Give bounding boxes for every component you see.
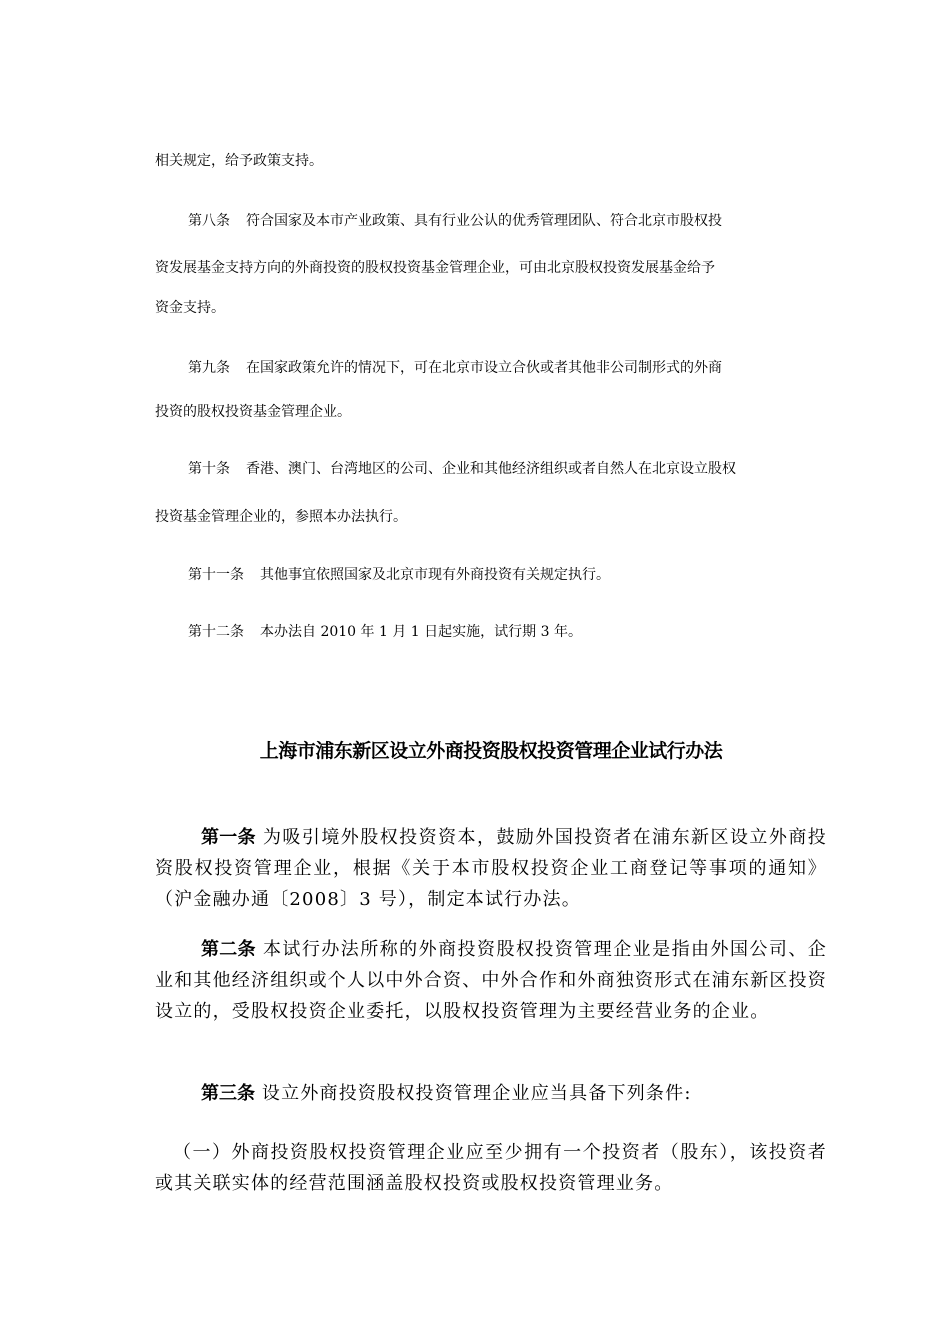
article-9-line1 xyxy=(155,345,827,392)
article-10-line1 xyxy=(155,446,827,493)
article-label: 第九条 xyxy=(188,360,230,376)
article-9-line2: 投资的股权投资基金管理企业。 xyxy=(155,404,351,420)
article-text: 为吸引境外股权投资资本，鼓励外国投资者在浦东新区设立外商投资股权投资管理企业，根据《关于本市股权投资企业工商登记等事项的通知》（沪金融办通〔2008〕3 号），制定本试行办法。 xyxy=(155,827,828,910)
section-item-1: （一）外商投资股权投资管理企业应至少拥有一个投资者（股东），该投资者或其关联实体的经营范围涵盖股权投资或股权投资管理业务。 xyxy=(155,1142,827,1194)
article-11 xyxy=(155,552,827,599)
article-8-line2: 资发展基金支持方向的外商投资的股权投资基金管理企业，可由北京股权投资发展基金给予 xyxy=(155,260,715,276)
article-label: 第八条 xyxy=(188,213,230,229)
paragraph-text: 相关规定，给予政策支持。 xyxy=(155,153,323,169)
article-label: 第三条 xyxy=(201,1083,255,1104)
article-text: 本试行办法所称的外商投资股权投资管理企业是指由外国公司、企业和其他经济组织或个人以中外合资、中外合作和外商独资形式在浦东新区投资设立的，受股权投资企业委托，以股权投资管理为主要经营业务的企业。 xyxy=(155,939,828,1022)
article-label: 第一条 xyxy=(201,827,256,848)
article-label: 第十二条 xyxy=(188,624,244,640)
article-text: 香港、澳门、台湾地区的公司、企业和其他经济组织或者自然人在北京设立股权 xyxy=(246,461,736,477)
article-text: 本办法自 2010 年 1 月 1 日起实施，试行期 3 年。 xyxy=(260,624,582,640)
article-8-line1 xyxy=(155,198,827,245)
article-label: 第十一条 xyxy=(188,567,244,583)
article-text: 在国家政策允许的情况下，可在北京市设立合伙或者其他非公司制形式的外商 xyxy=(246,360,722,376)
section-article-3 xyxy=(155,1078,827,1109)
article-8-line3: 资金支持。 xyxy=(155,300,225,316)
article-text: 设立外商投资股权投资管理企业应当具备下列条件: xyxy=(261,1083,692,1104)
article-label: 第二条 xyxy=(201,939,256,960)
article-10-line2: 投资基金管理企业的，参照本办法执行。 xyxy=(155,509,407,525)
article-text: 其他事宜依照国家及北京市现有外商投资有关规定执行。 xyxy=(260,567,610,583)
article-12 xyxy=(155,609,827,656)
paragraph-continuation xyxy=(155,138,827,185)
article-text: 符合国家及本市产业政策、具有行业公认的优秀管理团队、符合北京市股权投 xyxy=(246,213,722,229)
article-label: 第十条 xyxy=(188,461,230,477)
section-article-1 xyxy=(155,822,827,915)
document-title: 上海市浦东新区设立外商投资股权投资管理企业试行办法 xyxy=(259,740,723,762)
section-article-2 xyxy=(155,934,827,1027)
